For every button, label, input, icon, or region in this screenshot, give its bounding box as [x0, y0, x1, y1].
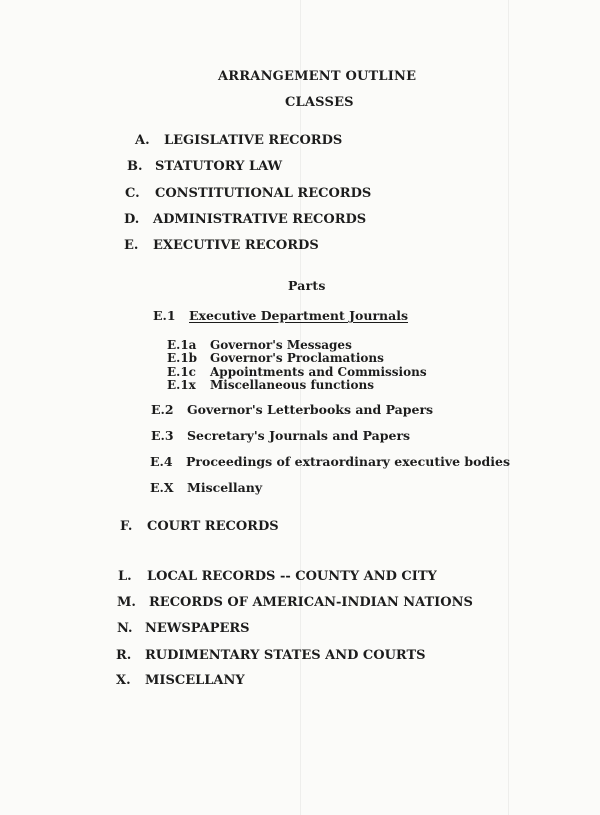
subpart-code: E.1x [167, 378, 196, 392]
subpart-code: E.1b [167, 351, 198, 365]
class-item-n [117, 622, 250, 635]
part-label: Executive Department Journals [189, 308, 409, 323]
class-code: N. [117, 621, 133, 636]
part-item-e2 [151, 404, 433, 417]
class-item-b [127, 160, 282, 173]
part-item-e4 [150, 456, 510, 469]
class-label: MISCELLANY [145, 673, 245, 688]
class-label: RUDIMENTARY STATES AND COURTS [145, 648, 426, 663]
subpart-item-e1b [167, 352, 384, 364]
parts-heading: Parts [288, 278, 326, 293]
class-item-e [124, 239, 319, 252]
class-code: A. [135, 133, 150, 148]
class-label: STATUTORY LAW [155, 159, 283, 174]
class-label: LOCAL RECORDS -- COUNTY AND CITY [147, 569, 437, 584]
part-label: Proceedings of extraordinary executive bodies [186, 454, 510, 469]
subpart-label: Miscellaneous functions [210, 378, 374, 392]
class-label: EXECUTIVE RECORDS [153, 238, 319, 253]
subpart-label: Governor's Messages [210, 338, 352, 352]
class-item-l [118, 570, 437, 583]
class-code: B. [127, 159, 143, 174]
part-code: E.4 [150, 454, 173, 469]
subpart-code: E.1a [167, 338, 197, 352]
part-label: Secretary's Journals and Papers [187, 428, 411, 443]
class-item-x [116, 674, 245, 687]
class-item-d [124, 213, 366, 226]
part-code: E.X [150, 480, 174, 495]
subpart-code: E.1c [167, 365, 196, 379]
subpart-item-e1c [167, 366, 427, 378]
part-item-e3 [151, 430, 410, 443]
class-code: F. [120, 519, 133, 534]
subpart-label: Governor's Proclamations [210, 351, 384, 365]
class-item-m [117, 596, 473, 609]
class-label: NEWSPAPERS [145, 621, 250, 636]
document-title: ARRANGEMENT OUTLINE [218, 69, 417, 84]
class-code: R. [116, 648, 132, 663]
class-item-c [125, 187, 371, 200]
part-code: E.1 [153, 308, 176, 323]
part-code: E.3 [151, 428, 174, 443]
class-label: ADMINISTRATIVE RECORDS [153, 212, 367, 227]
class-code: C. [125, 186, 140, 201]
class-code: L. [118, 569, 132, 584]
class-label: RECORDS OF AMERICAN-INDIAN NATIONS [149, 595, 473, 610]
classes-heading: CLASSES [285, 95, 354, 110]
subpart-item-e1x [167, 379, 374, 391]
part-code: E.2 [151, 402, 174, 417]
class-code: E. [124, 238, 139, 253]
part-label: Miscellany [187, 480, 263, 495]
class-item-a [135, 134, 342, 147]
subpart-label: Appointments and Commissions [210, 365, 427, 379]
class-code: X. [116, 673, 131, 688]
class-label: CONSTITUTIONAL RECORDS [155, 186, 372, 201]
subpart-item-e1a [167, 339, 352, 351]
part-item-e1 [153, 310, 408, 323]
class-item-f [120, 520, 279, 533]
class-label: LEGISLATIVE RECORDS [164, 133, 343, 148]
class-label: COURT RECORDS [147, 519, 279, 534]
page-fold-line [508, 0, 509, 815]
class-code: D. [124, 212, 140, 227]
part-item-ex [150, 482, 262, 495]
class-item-r [116, 649, 426, 662]
part-label: Governor's Letterbooks and Papers [187, 402, 434, 417]
class-code: M. [117, 595, 136, 610]
